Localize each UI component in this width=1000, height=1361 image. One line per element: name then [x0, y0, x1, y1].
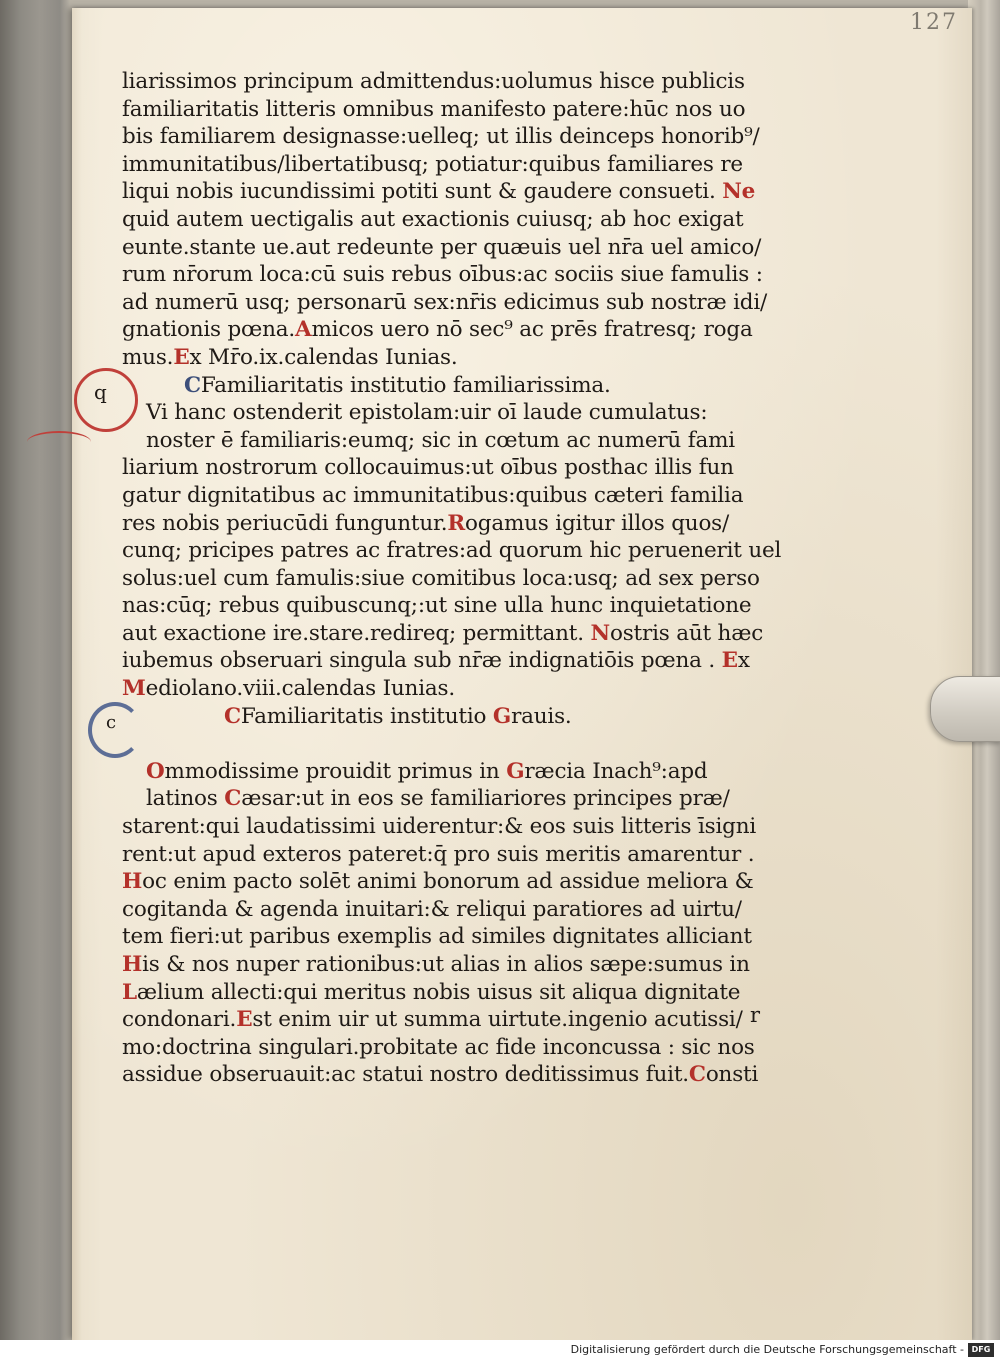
folio-number: 127	[910, 10, 958, 35]
text-line	[122, 1006, 842, 1034]
text-line	[122, 868, 842, 896]
text-span: gnationis pœna.	[122, 317, 295, 343]
text-span: ogamus igitur illos quos/	[465, 510, 730, 536]
text-line: immunitatibus/libertatibusq; potiatur:quibus familiares re	[122, 151, 743, 177]
page-clip	[930, 676, 1000, 742]
text-line: rum nr̄orum loca:cū suis rebus oībus:ac sociis siue famulis :	[122, 262, 763, 288]
text-line	[122, 510, 842, 538]
footer-bar	[0, 1340, 1000, 1361]
section-heading	[122, 703, 842, 731]
rubric-letter: H	[122, 869, 143, 895]
blank-line	[122, 730, 842, 758]
dfg-logo: DFG	[968, 1343, 994, 1357]
text-line: cunq; pricipes patres ac fratres:ad quorum hic peruenerit uel	[122, 538, 782, 564]
text-line: quid autem uectigalis aut exactionis cuiusq; ab hoc exigat	[122, 206, 744, 232]
text-span: ostris aūt hæc	[609, 620, 764, 646]
text-span: ælium allecti:qui meritus nobis uisus sit aliqua dignitate	[136, 979, 741, 1005]
pilcrow-mark: C	[184, 372, 201, 398]
guide-letter: q	[94, 380, 107, 404]
text-span: ediolano.viii.calendas Iunias.	[145, 676, 455, 702]
text-line	[122, 344, 842, 372]
text-line	[122, 785, 842, 813]
text-span: æsar:ut in eos se familiariores principes præ/	[241, 786, 730, 812]
text-span: res nobis periucūdi funguntur.	[122, 510, 448, 536]
text-line: noster ē familiaris:eumq; sic in cœtum ac numerū fami	[146, 427, 735, 453]
text-line: nas:cūq; rebus quibuscunq;:ut sine ulla hunc inquietatione	[122, 593, 752, 619]
text-line: mo:doctrina singulari.probitate ac fide inconcussa : sic nos	[122, 1034, 755, 1060]
text-line	[122, 620, 842, 648]
rubric-letter: R	[447, 510, 466, 536]
text-span: aut exactione ire.stare.redireq; permittant.	[122, 620, 584, 646]
text-line: solus:uel cum famulis:siue comitibus loca:usq; ad sex perso	[122, 565, 760, 591]
text-line: tem fieri:ut paribus exemplis ad similes dignitates alliciant	[122, 924, 752, 950]
text-span: liqui nobis iucundissimi potiti sunt & gaudere consueti.	[122, 179, 716, 205]
text-line: starent:qui laudatissimi uiderentur:& eos suis litteris īsigni	[122, 814, 757, 840]
section-heading	[122, 372, 842, 400]
rubric-letter: L	[122, 979, 137, 1005]
text-line: familiaritatis litteris omnibus manifesto patere:hūc nos uo	[122, 96, 746, 122]
text-line: Vi hanc ostenderit epistolam:uir oī laude cumulatus:	[146, 400, 708, 426]
text-span: micos uero nō sec⁹ ac prēs fratresq; roga	[311, 317, 753, 343]
text-line	[122, 647, 842, 675]
text-span: st enim uir ut summa uirtute.ingenio acutissi/	[252, 1007, 743, 1033]
rubric-letter: M	[122, 676, 146, 702]
rubric-letter: Ne	[722, 179, 756, 205]
text-line	[122, 951, 842, 979]
text-line: liarissimos principum admittendus:uolumus hisce publicis	[122, 69, 745, 94]
text-line	[122, 316, 842, 344]
text-line: ad numerū usq; personarū sex:nr̄is edicimus sub nostræ idi/	[122, 289, 768, 315]
heading-text: Familiaritatis institutio familiarissima.	[200, 372, 611, 398]
text-span: mus.	[122, 344, 174, 370]
text-span: condonari.	[122, 1007, 237, 1033]
rubric-letter: E	[236, 1007, 253, 1033]
text-line	[122, 178, 842, 206]
rubric-letter: A	[295, 317, 312, 343]
text-span: oc enim pacto solēt animi bonorum ad assidue meliora &	[142, 869, 754, 895]
text-line	[122, 1061, 842, 1089]
rubric-letter: H	[122, 952, 143, 977]
text-block	[94, 68, 842, 1089]
rubric-letter: E	[173, 344, 190, 370]
text-line: cogitanda & agenda inuitari:& reliqui paratiores ad uirtu/	[122, 896, 742, 922]
text-span: assidue obseruauit:ac statui nostro deditissimus fuit.	[122, 1062, 689, 1088]
guide-letter: c	[106, 712, 116, 733]
text-span: latinos	[146, 786, 218, 812]
heading-text: Familiaritatis institutio	[240, 703, 487, 729]
rubric-letter: E	[721, 648, 738, 674]
rubric-letter: C	[224, 786, 242, 812]
book-page	[72, 8, 972, 1340]
initial-flourish	[27, 431, 91, 453]
text-line: bis familiarem designasse:uelleq; ut illis deinceps honorib⁹/	[122, 124, 760, 150]
text-line	[122, 979, 842, 1007]
page-stack-edge	[968, 0, 1000, 1340]
text-line: rent:ut apud exteros pateret:q̄ pro suis meritis amarentur .	[122, 841, 755, 867]
text-span: iubemus obseruari singula sub nr̄æ indignatiōis pœna .	[122, 648, 715, 674]
text-span: is & nos nuper rationibus:ut alias in alios sæpe:sumus in	[142, 952, 750, 977]
rubric-letter: N	[590, 620, 610, 646]
pilcrow-mark: C	[224, 703, 241, 729]
text-line: liarium nostrorum collocauimus:ut oībus posthac illis fun	[122, 455, 734, 481]
rubric-letter: C	[688, 1062, 706, 1088]
rubric-letter: O	[146, 758, 165, 784]
text-line: eunte.stante ue.aut redeunte per quæuis uel nr̄a uel amico/	[122, 234, 762, 260]
text-line: gatur dignitatibus ac immunitatibus:quibus cæteri familia	[122, 482, 744, 508]
decorated-initial-c	[88, 702, 142, 758]
heading-text: rauis.	[511, 703, 572, 729]
text-line	[122, 675, 842, 703]
text-span: x Mr̄o.ix.calendas Iunias.	[189, 344, 458, 370]
signature-mark: r	[750, 1003, 760, 1027]
text-span: onsti	[705, 1062, 759, 1088]
text-span: x	[737, 648, 750, 674]
decorated-initial-q	[74, 368, 138, 432]
rubric-letter: G	[506, 758, 525, 784]
rubric-letter: G	[492, 703, 512, 729]
text-line	[122, 758, 842, 786]
funding-notice: Digitalisierung gefördert durch die Deutsche Forschungsgemeinschaft -	[570, 1343, 964, 1356]
text-span: mmodissime prouidit primus in	[164, 758, 500, 784]
text-span: ræcia Inach⁹:apd	[524, 758, 708, 784]
